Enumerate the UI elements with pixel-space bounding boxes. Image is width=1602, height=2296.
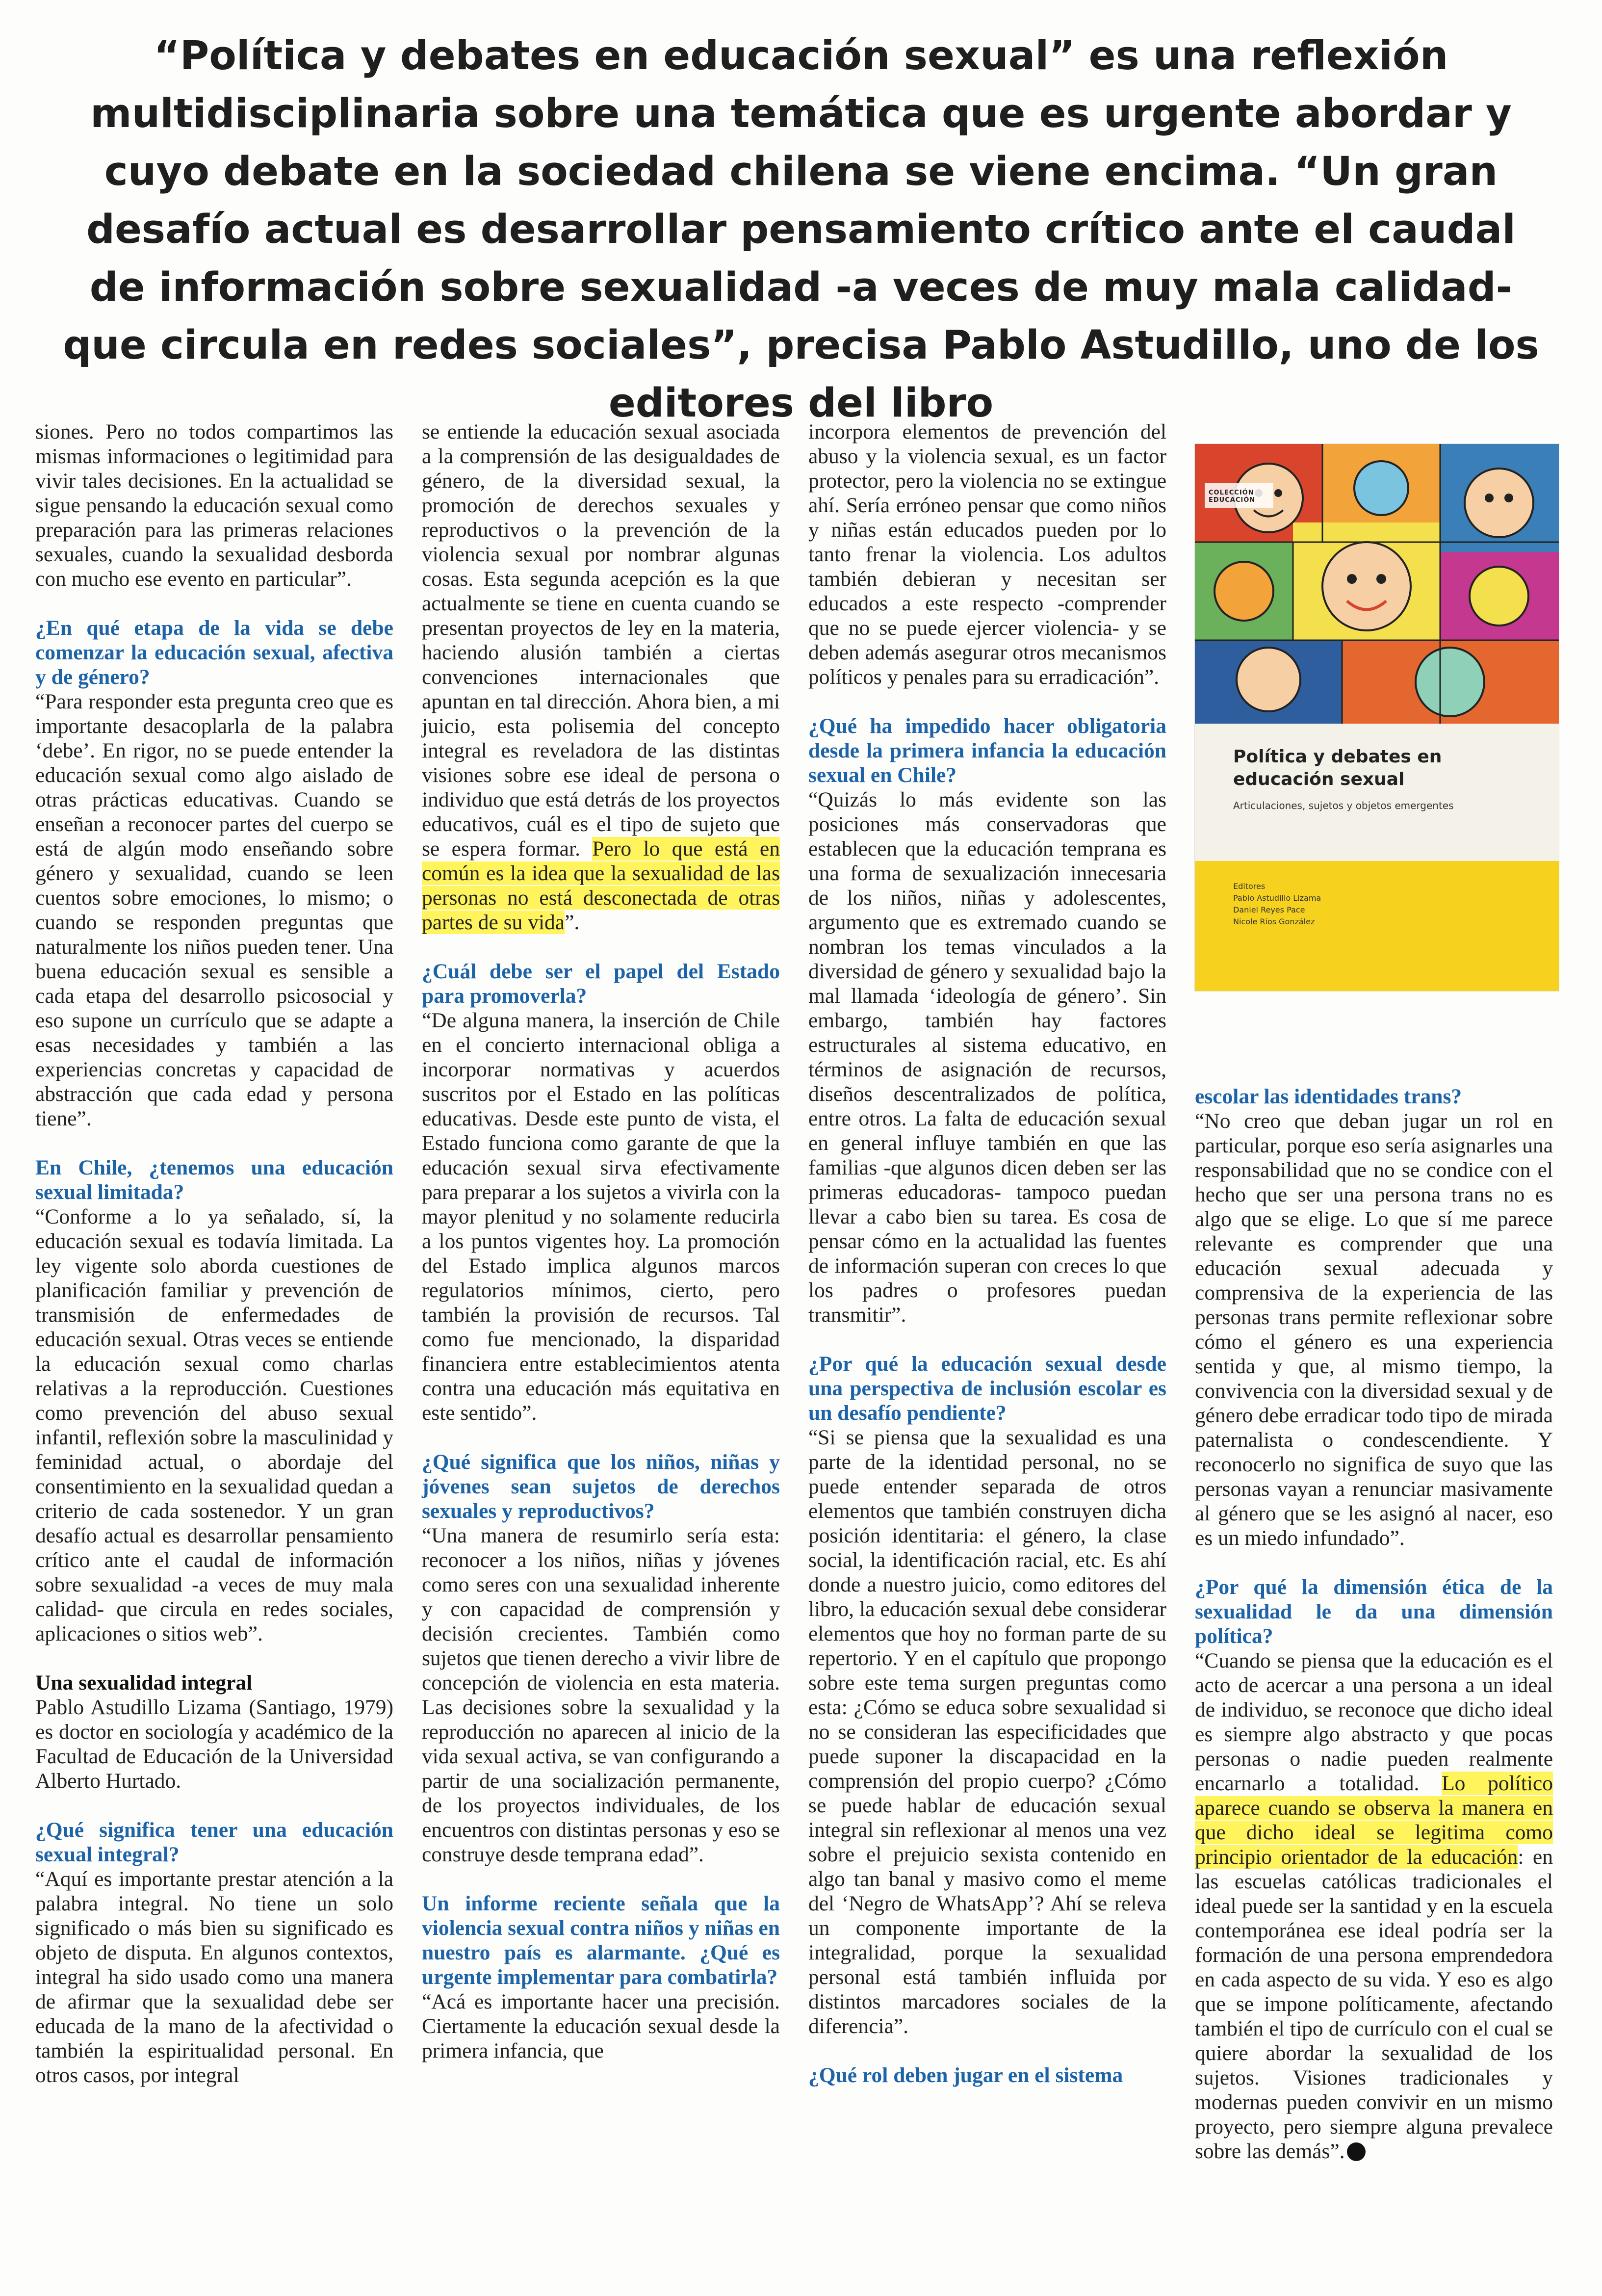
highlighted-text: Lo político aparece cuando se observa la manera en que dicho ideal se legitima como principio orientador de la educación	[1195, 1772, 1553, 1869]
paragraph-text: : en las escuelas católicas tradicionales el ideal puede ser la santidad y en la escuela contemporánea ese ideal podría ser la formación de una persona emprendedora en cada aspecto de su vida. Y eso es algo que se impone políticamente, afectando también el tipo de currículo con el cual se quiere abordar la sexualidad de los sujetos. Visiones tradicionales y modernas pueden convivir en un mismo proyecto, pero siempre alguna prevalece sobre las demás”.	[1195, 1845, 1553, 2163]
subheading: Una sexualidad integral	[35, 1671, 253, 1695]
cover-title: Política y debates en educación sexual	[1233, 747, 1442, 789]
question-heading: ¿Qué significa tener una educación sexual integral?	[35, 1818, 393, 1866]
highlighted-text: Pero lo que está en común es la idea que la sexualidad de las personas no está desconectada de otras partes de su vida	[422, 837, 780, 934]
paragraph: “Una manera de resumirlo sería esta: reconocer a los niños, niñas y jóvenes como seres con una sexualidad inherente y con capacidad de comprensión y decisión crecientes. También como sujetos que tienen derecho a vivir libre de concepción de violencia en esta materia. Las decisiones sobre la sexualidad y la reproducción no aparecen al inicio de la vida sexual activa, se van configurando a partir de una socialización permanente, de los proyectos individuales, de los encuentros con distintas personas y eso se construye desde temprana edad”.	[422, 1524, 780, 1866]
cover-illustration	[1195, 444, 1559, 724]
question-heading: ¿En qué etapa de la vida se debe comenzar la educación sexual, afectiva y de género?	[35, 616, 393, 689]
paragraph: “Si se piensa que la sexualidad es una parte de la identidad personal, no se puede entender separada de otros elementos que también construyen dicha posición identitaria: el género, la clase social, la identificación racial, etc. Es ahí donde a nuestro juicio, como editores del libro, la educación sexual debe considerar elementos que hoy no forman parte de su repertorio. Y en el capítulo que propongo sobre este tema surgen preguntas como esta: ¿Cómo se educa sobre sexualidad si no se consideran las especificidades que puede suponer la discapacidad en la comprensión del propio cuerpo? ¿Cómo se puede hablar de educación sexual integral sin reflexionar al menos una vez sobre el prejuicio sexista contenido en algo tan banal y masivo como el meme del ‘Negro de WhatsApp’? Ahí se releva un componente importante de la integralidad, porque la sexualidad personal está también influida por distintos marcadores sociales de la diferencia”.	[808, 1426, 1166, 2038]
cover-subtitle: Articulaciones, sujetos y objetos emergentes	[1233, 800, 1454, 811]
paragraph	[422, 419, 780, 935]
paragraph: “De alguna manera, la inserción de Chile en el concierto internacional obliga a incorporar normativas y acuerdos suscritos por el Estado en las políticas educativas. Desde este punto de vista, el Estado funciona como garante de que la educación sexual sirva efectivamente para preparar a los sujetos a vivirla con la mayor plenitud y no solamente reducirla a los puntos vigentes hoy. La promoción del Estado implica algunos marcos regulatorios mínimos, cierto, pero también la provisión de recursos. Tal como fue mencionado, la disparidad financiera entre establecimientos atenta contra una educación más equitativa en este sentido”.	[422, 1009, 780, 1425]
paragraph: “Para responder esta pregunta creo que es importante desacoplarla de la palabra ‘debe’. En rigor, no se puede entender la educación sexual como algo aislado de otras prácticas educativas. Cuando se enseñan a reconocer partes del cuerpo se está de algún modo enseñando sobre género y sexualidad, cuando se leen cuentos sobre emociones, lo mismo; o cuando se responden preguntas que naturalmente los niños pueden tener. Una buena educación sexual es sensible a cada etapa del desarrollo psicosocial y eso supone un currículo que se adapte a esas necesidades y también a las experiencias concretas y capacidad de abstracción que cada edad y persona tiene”.	[35, 690, 393, 1130]
paragraph	[1195, 1648, 1553, 2164]
paragraph: “Conforme a lo ya señalado, sí, la educación sexual es todavía limitada. La ley vigente solo aborda cuestiones de planificación familiar y prevención de transmisión de enfermedades de educación sexual. Otras veces se entiende la educación sexual como charlas relativas a la reproducción. Cuestiones como prevención del abuso sexual infantil, reflexión sobre la masculinidad y feminidad actual, o abordaje del consentimiento en la sexualidad quedan a criterio de cada sostenedor. Y un gran desafío actual es desarrollar pensamiento crítico ante el caudal de información sobre sexualidad -a veces de muy mala calidad- que circula en redes sociales, aplicaciones o sitios web”.	[35, 1205, 393, 1645]
text-column-1	[35, 419, 393, 2087]
paragraph: Pablo Astudillo Lizama (Santiago, 1979) es doctor en sociología y académico de la Facultad de Educación de la Universidad Alberto Hurtado.	[35, 1696, 393, 1793]
question-heading: escolar las identidades trans?	[1195, 1085, 1462, 1108]
cover-yellow-band	[1195, 861, 1559, 991]
text-column-4	[1195, 1084, 1553, 2164]
question-heading: ¿Por qué la educación sexual desde una perspectiva de inclusión escolar es un desafío pendiente?	[808, 1352, 1166, 1425]
editor-name: Pablo Astudillo Lizama	[1233, 893, 1321, 903]
paragraph-text: ”.	[565, 911, 580, 934]
question-heading: ¿Qué significa que los niños, niñas y jóvenes sean sujetos de derechos sexuales y reproductivos?	[422, 1450, 780, 1523]
question-heading: ¿Qué rol deben jugar en el sistema	[808, 2063, 1123, 2087]
book-cover-image	[1195, 444, 1559, 991]
paragraph-text: “Cuando se piensa que la educación es el acto de acercar a una persona a un ideal de individuo, se reconoce que dicho ideal es siempre algo abstracto y que pocas personas o nadie pueden realmente encarnarlo a totalidad.	[1195, 1649, 1553, 1795]
paragraph: siones. Pero no todos compartimos las mismas informaciones o legitimidad para vivir tales decisiones. En la actualidad se sigue pensando la educación sexual como preparación para las primeras relaciones sexuales, cuando la sexualidad desborda con mucho ese evento en particular”.	[35, 420, 393, 591]
text-column-3	[808, 419, 1166, 2087]
cover-editors	[1233, 881, 1321, 928]
editor-name: Daniel Reyes Pace	[1233, 905, 1305, 914]
question-heading: ¿Por qué la dimensión ética de la sexualidad le da una dimensión política?	[1195, 1575, 1553, 1648]
question-heading: En Chile, ¿tenemos una educación sexual limitada?	[35, 1156, 393, 1204]
editor-name: Nicole Ríos González	[1233, 917, 1315, 926]
paragraph: “Aquí es importante prestar atención a la palabra integral. No tiene un solo significado o más bien su significado es objeto de disputa. En algunos contextos, integral ha sido usado como una manera de afirmar que la sexualidad debe ser educada de la mano de la afectividad o también la espiritualidad personal. En otros casos, por integral	[35, 1867, 393, 2087]
question-heading: Un informe reciente señala que la violencia sexual contra niños y niñas en nuestro país es alarmante. ¿Qué es urgente implementar para combatirla?	[422, 1892, 780, 1989]
paragraph: “No creo que deban jugar un rol en particular, porque eso sería asignarles una responsabilidad que no se condice con el hecho que ser una persona trans no es algo que se elige. Lo que sí me parece relevante es comprender que una educación sexual adecuada y comprensiva de la experiencia de las personas trans permite reflexionar sobre cómo el género es una experiencia sentida y que, al mismo tiempo, la convivencia con la diversidad sexual y de género debe erradicar todo tipo de mirada paternalista o condescendiente. Y reconocerlo no significa de suyo que las personas vayan a renunciar masivamente al género que se les asignó al nacer, eso es un miedo infundado”.	[1195, 1109, 1553, 1550]
editors-label: Editores	[1233, 882, 1266, 891]
end-mark-icon	[1347, 2142, 1366, 2161]
paragraph: incorpora elementos de prevención del abuso y la violencia sexual, es un factor protector, pero la violencia no se extingue ahí. Sería erróneo pensar que como niños y niñas están educados pueden por lo tanto frenar la violencia. Los adultos también debieran y necesitan ser educados a este respecto -comprender que no se puede ejercer violencia- y se deben además asegurar otros mecanismos políticos y penales para su erradicación”.	[808, 420, 1166, 689]
paragraph-text: se entiende la educación sexual asociada a la comprensión de las desigualdades de género, de la diversidad sexual, la promoción de derechos sexuales y reproductivos o la prevención de la violencia sexual por nombrar algunas cosas. Esta segunda acepción es la que actualmente se tiene en cuenta cuando se presentan proyectos de ley en la materia, haciendo alusión también a ciertas convenciones internacionales que apuntan en tal dirección. Ahora bien, a mi juicio, esta polisemia del concepto integral es reveladora de las distintas visiones sobre ese ideal de persona o individuo que está detrás de los proyectos educativos, cuál es el tipo de sujeto que se espera formar.	[422, 420, 780, 861]
paragraph: “Quizás lo más evidente son las posiciones más conservadoras que establecen que la educación temprana es una forma de sexualización innecesaria de los niños, niñas y adolescentes, argumento que es extremado cuando se nombran los temas vinculados a la diversidad de género y sexualidad bajo la mal llamada ‘ideología de género’. Sin embargo, también hay factores estructurales al sistema educativo, en términos de asignación de recursos, diseños descentralizados de política, entre otros. La falta de educación sexual en general influye también en que las familias -que algunos dicen deben ser las primeras educadoras- tampoco puedan llevar a cabo bien su tarea. Es cosa de pensar cómo en la actualidad las fuentes de información superan con creces lo que los padres o profesores puedan transmitir”.	[808, 788, 1166, 1327]
question-heading: ¿Qué ha impedido hacer obligatoria desde la primera infancia la educación sexual en Chile?	[808, 714, 1166, 787]
text-column-2	[422, 419, 780, 2063]
headline-deck: “Política y debates en educación sexual” es una reflexión multidisciplinaria sobre una temática que es urgente abordar y cuyo debate en la sociedad chilena se viene encima. “Un gran desafío actual es desarrollar pensamiento crítico ante el caudal de información sobre sexualidad -a veces de muy mala calidad- que circula en redes sociales”, precisa Pablo Astudillo, uno de los editores del libro	[63, 33, 1539, 426]
question-heading: ¿Cuál debe ser el papel del Estado para promoverla?	[422, 960, 780, 1008]
paragraph: “Acá es importante hacer una precisión. Ciertamente la educación sexual desde la primera infancia, que	[422, 1990, 780, 2062]
collection-label: COLECCIÓN EDUCACIÓN	[1209, 489, 1256, 504]
